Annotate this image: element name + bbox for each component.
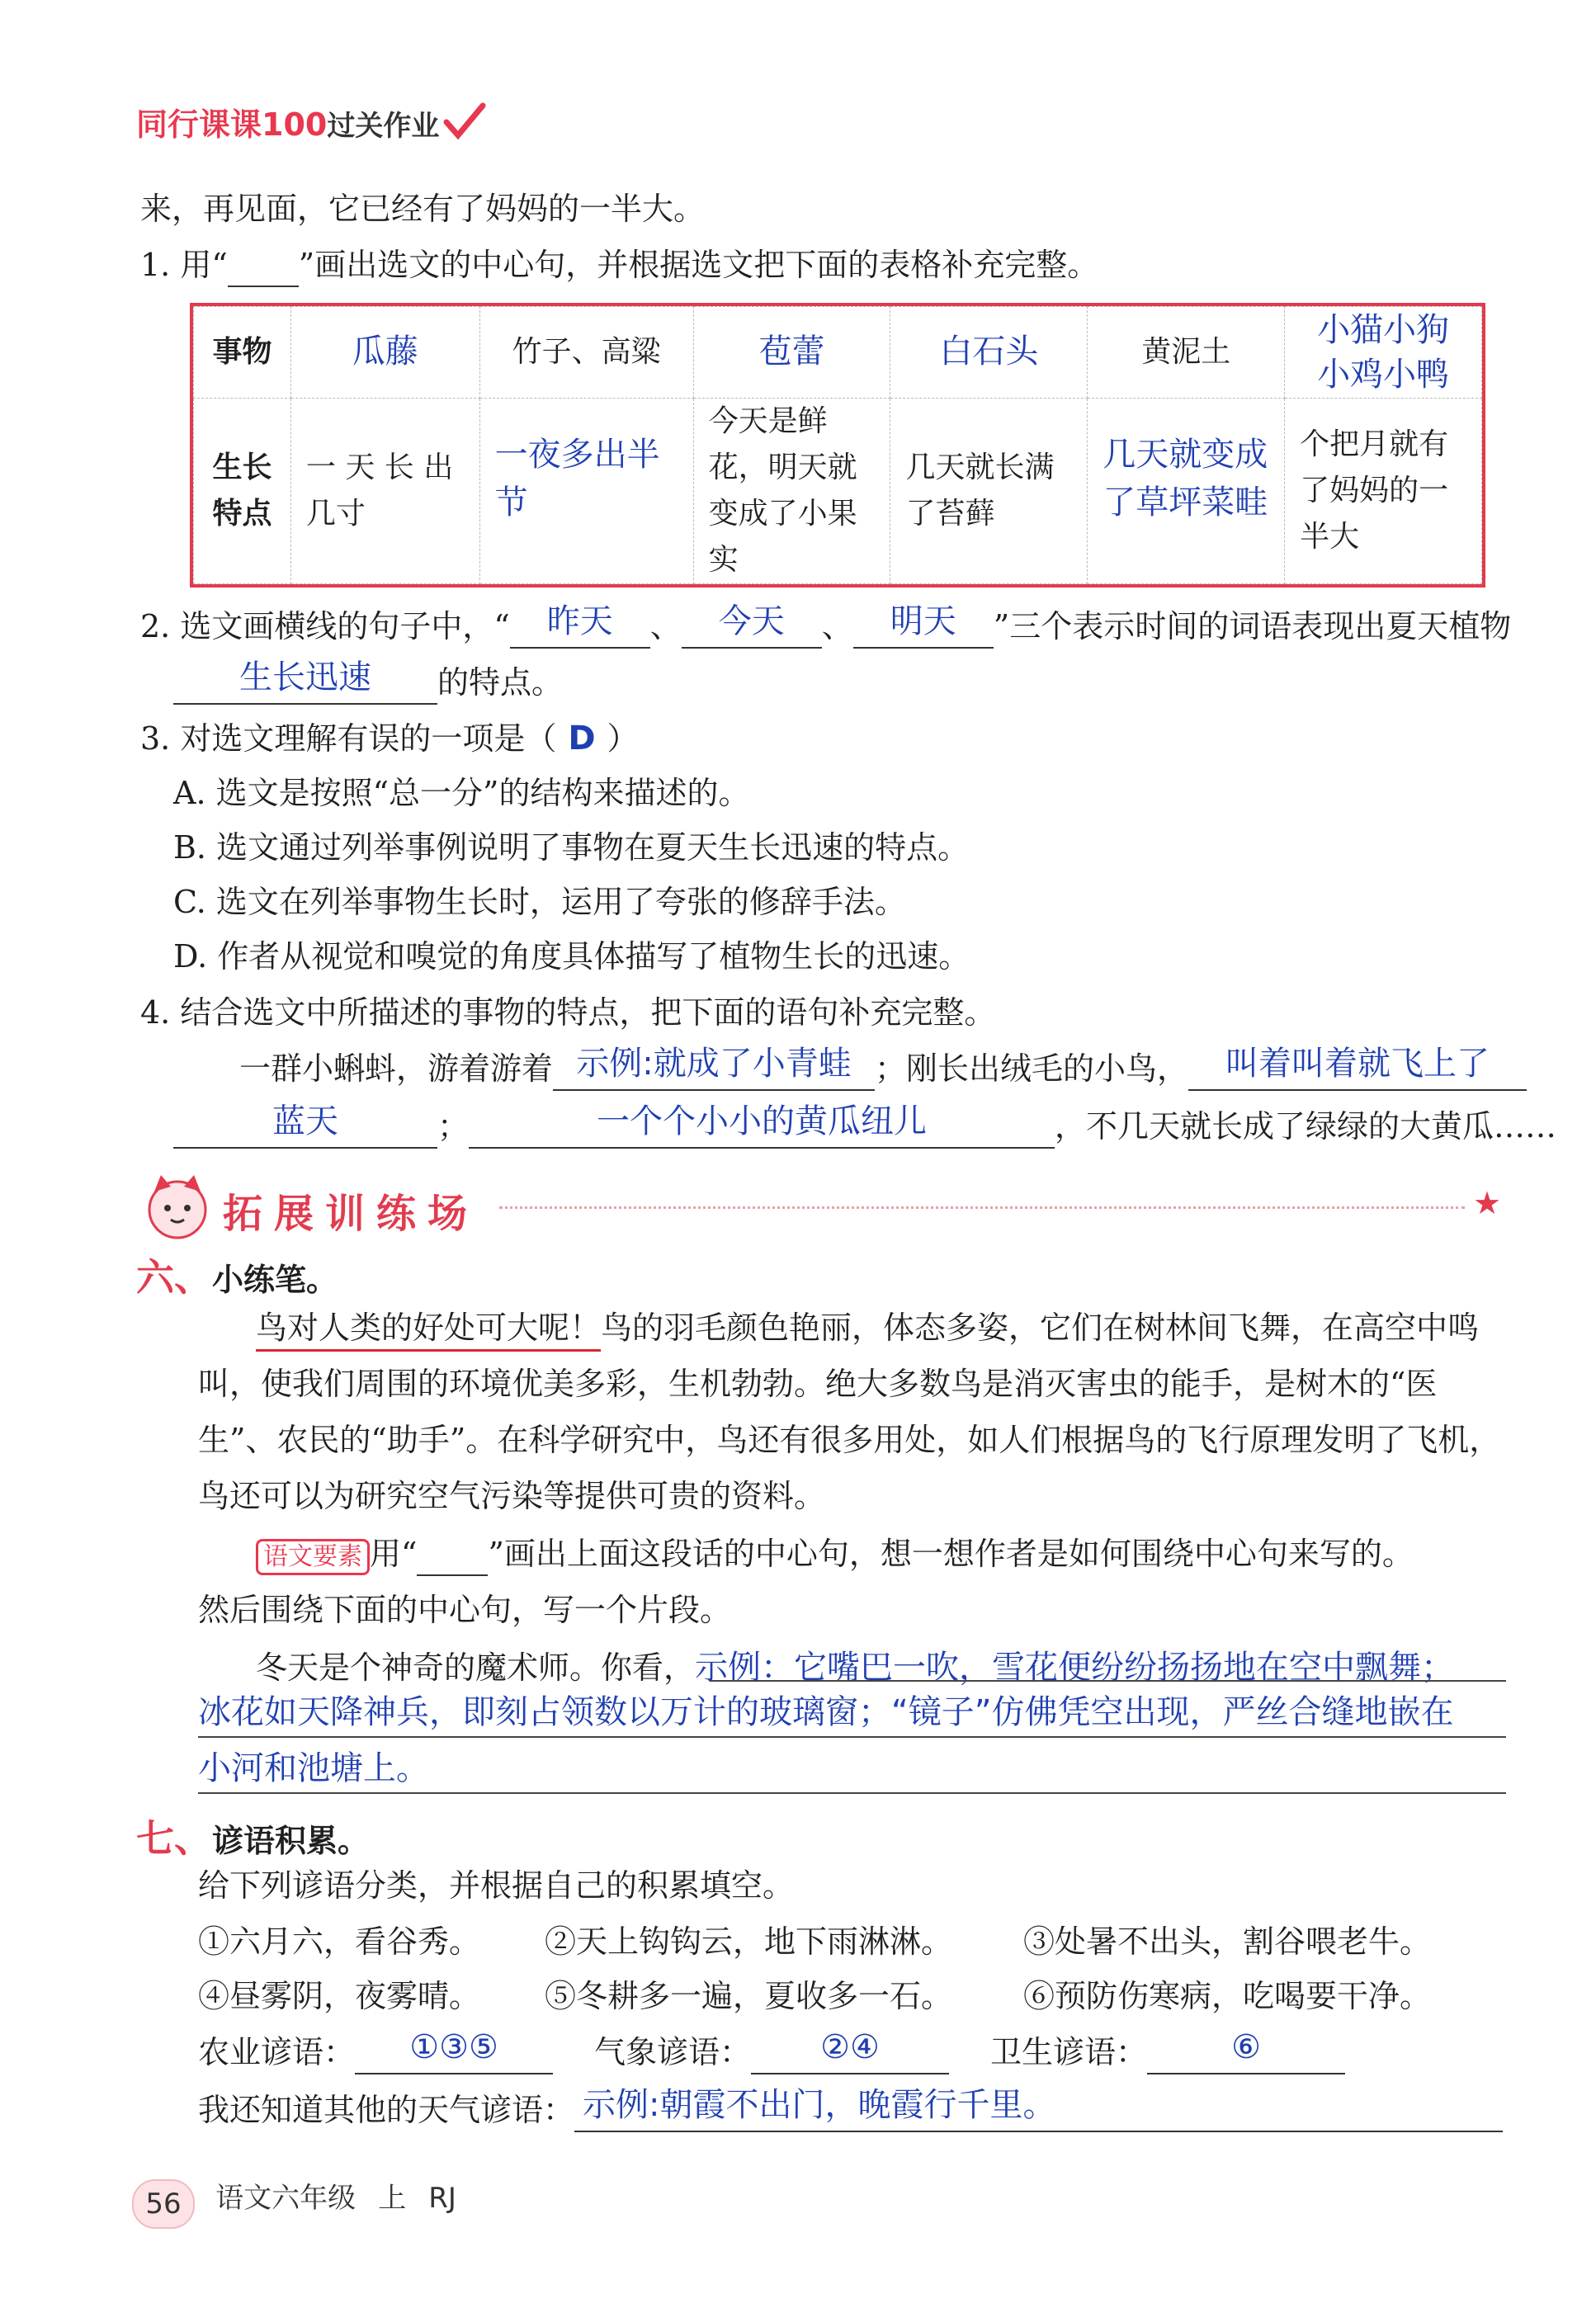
- proverb-3: ③处暑不出头，割谷喂老牛。: [1023, 1923, 1432, 1960]
- star-icon: ★: [1473, 1185, 1502, 1221]
- six-task-line-2: 然后围绕下面的中心句，写一个片段。: [198, 1592, 732, 1628]
- q2-prefix: 2. 选文画横线的句子中，“: [140, 608, 510, 644]
- q3-option-b: B. 选文通过列举事例说明了事物在夏天生长迅速的特点。: [173, 829, 970, 866]
- agri-blank[interactable]: ①③⑤: [355, 2032, 553, 2074]
- proverb-5: ⑤冬耕多一遍，夏收多一石。: [545, 1978, 953, 2014]
- six-answer-line-3[interactable]: 小河和池塘上。: [198, 1749, 429, 1787]
- cat-mascot-icon: [136, 1170, 219, 1244]
- section-title: 拓展训练场: [223, 1191, 479, 1237]
- question-2: 2. 选文画横线的句子中，“ 昨天 、 今天 、 明天 ”三个表示时间的词语表现出夏天植物: [140, 606, 1511, 649]
- question-3: 3. 对选文理解有误的一项是（ D ）: [140, 720, 639, 758]
- table-trait-4: 几天就长满了苔藓: [890, 399, 1088, 584]
- q1-suffix: ”画出选文的中心句，并根据选文把下面的表格补充完整。: [298, 247, 1099, 283]
- six-title: 小练笔。: [212, 1262, 338, 1298]
- table-thing-1: 瓜藤: [290, 307, 479, 399]
- footer-grade: 语文六年级: [215, 2182, 357, 2215]
- table-thing-2: 竹子、高粱: [479, 307, 693, 399]
- table-thing-5: 黄泥土: [1088, 307, 1285, 399]
- proverb-6: ⑥预防伤寒病，吃喝要干净。: [1023, 1978, 1432, 2014]
- six-para-line-3: 生”、农民的“助手”。在科学研究中，鸟还有很多用处，如人们根据鸟的飞行原理发明了飞机，: [198, 1422, 1501, 1458]
- q3-answer[interactable]: D: [568, 720, 596, 758]
- table-trait-5: 几天就变成了草坪菜畦: [1088, 399, 1285, 584]
- q1-table: [190, 303, 1485, 588]
- page-header: [136, 99, 486, 144]
- page-number-badge: 56: [132, 2179, 195, 2229]
- table-trait-1: 一 天 长 出几寸: [290, 399, 479, 584]
- q4-line-2: 蓝天 ； 一个个小小的黄瓜纽儿 ，不几天就长成了绿绿的大黄瓜……: [173, 1106, 1556, 1149]
- question-1: [140, 244, 1098, 287]
- table-trait-3: 今天是鲜花，明天就变成了小果实: [693, 399, 890, 584]
- table-thing-3: 苞蕾: [693, 307, 890, 399]
- six-task-line-1: 语文要素 用“ ”画出上面这段话的中心句，想一想作者是如何围绕中心句来写的。: [256, 1533, 1414, 1576]
- q1-underline-sample: [228, 244, 299, 287]
- q3-option-a: A. 选文是按照“总一分”的结构来描述的。: [173, 775, 750, 811]
- other-proverb-blank[interactable]: 示例:朝霞不出门，晚霞行千里。: [574, 2089, 1503, 2132]
- health-blank[interactable]: ⑥: [1147, 2032, 1345, 2074]
- six-para-line-2: 叫，使我们周围的环境优美多彩，生机勃勃。绝大多数鸟是消灭害虫的能手，是树木的“医: [198, 1366, 1438, 1402]
- footer-term: 上: [378, 2182, 407, 2215]
- table-thing-6: 小猫小狗小鸡小鸭: [1285, 307, 1482, 399]
- banner-divider: [499, 1206, 1465, 1209]
- q2-blank-4[interactable]: 生长迅速: [173, 662, 437, 705]
- q3-option-d: D. 作者从视觉和嗅觉的角度具体描写了植物生长的迅速。: [173, 938, 970, 975]
- writing-line-2: [198, 1736, 1506, 1738]
- seven-number: 七、: [136, 1816, 212, 1861]
- six-answer-line-1[interactable]: 示例：它嘴巴一吹，雪花便纷纷扬扬地在空中飘舞；: [695, 1649, 1455, 1687]
- q4-blank-2[interactable]: 叫着叫着就飞上了: [1188, 1048, 1527, 1091]
- seven-instruction: 给下列谚语分类，并根据自己的积累填空。: [198, 1867, 795, 1904]
- q2-blank-1[interactable]: 昨天: [510, 606, 650, 649]
- six-answer-line-2[interactable]: 冰花如天降神兵，即刻占领数以万计的玻璃窗；“镜子”仿佛凭空出现，严丝合缝地嵌在: [198, 1693, 1454, 1731]
- six-para-line-4: 鸟还可以为研究空气污染等提供可贵的资料。: [198, 1478, 826, 1514]
- question-2-cont: [173, 658, 564, 705]
- seven-classify-line: 农业谚语： ①③⑤ 气象谚语： ②④ 卫生谚语： ⑥: [198, 2032, 1345, 2074]
- brand-logo: 同行课课100: [136, 106, 328, 143]
- question-4: 4. 结合选文中所描述的事物的特点，把下面的语句补充完整。: [140, 994, 996, 1031]
- page-footer: [132, 2175, 456, 2229]
- proverb-2: ②天上钩钩云，地下雨淋淋。: [545, 1923, 953, 1960]
- table-thing-4: 白石头: [890, 307, 1088, 399]
- q2-suffix: ”三个表示时间的词语表现出夏天植物: [993, 608, 1512, 644]
- writing-line-3: [198, 1792, 1506, 1794]
- proverb-4: ④昼雾阴，夜雾晴。: [198, 1978, 481, 2014]
- q4-blank-3[interactable]: 蓝天: [173, 1106, 437, 1149]
- footer-edition: RJ: [428, 2182, 456, 2215]
- header-subtitle: 过关作业: [327, 110, 440, 143]
- q2-tail: 的特点。: [437, 664, 564, 701]
- seven-title: 谚语积累。: [212, 1823, 370, 1859]
- section-banner: [136, 1170, 1506, 1244]
- q3-option-c: C. 选文在列举事物生长时，运用了夸张的修辞手法。: [173, 884, 906, 920]
- checkmark-icon: [443, 102, 486, 140]
- seven-other-line: 我还知道其他的天气谚语： 示例:朝霞不出门，晚霞行千里。: [198, 2089, 1503, 2132]
- six-lead: 冬天是个神奇的魔术师。你看，示例：它嘴巴一吹，雪花便纷纷扬扬地在空中飘舞；: [256, 1649, 1455, 1687]
- table-row2-label: 生长 特点: [194, 399, 291, 584]
- yuwen-yaosu-tag: 语文要素: [256, 1539, 370, 1575]
- table-trait-2: 一夜多出半节: [479, 399, 693, 584]
- q4-blank-1[interactable]: 示例:就成了小青蛙: [553, 1048, 875, 1091]
- six-number: 六、: [136, 1255, 212, 1300]
- six-para-line-1: 鸟对人类的好处可大呢！鸟的羽毛颜色艳丽，体态多姿，它们在树林间飞舞，在高空中鸣: [256, 1307, 1479, 1348]
- q4-blank-4[interactable]: 一个个小小的黄瓜纽儿: [469, 1106, 1055, 1149]
- section-six-heading: [136, 1248, 338, 1302]
- q2-blank-2[interactable]: 今天: [682, 606, 822, 649]
- section-seven-heading: [136, 1809, 369, 1863]
- q4-line-1: 一群小蝌蚪，游着游着 示例:就成了小青蛙 ；刚长出绒毛的小鸟， 叫着叫着就飞上了: [239, 1048, 1527, 1091]
- table-row1-label: 事物: [194, 307, 291, 399]
- q1-prefix: 1. 用“: [140, 247, 228, 283]
- writing-line-1: [710, 1680, 1506, 1682]
- table-trait-6: 个把月就有了妈妈的一半大: [1285, 399, 1482, 584]
- q2-blank-3[interactable]: 明天: [853, 606, 994, 649]
- proverb-1: ①六月六，看谷秀。: [198, 1923, 481, 1960]
- six-central-sentence: 鸟对人类的好处可大呢！: [256, 1310, 601, 1352]
- intro-line: 来，再见面，它已经有了妈妈的一半大。: [140, 191, 706, 227]
- weather-blank[interactable]: ②④: [751, 2032, 949, 2074]
